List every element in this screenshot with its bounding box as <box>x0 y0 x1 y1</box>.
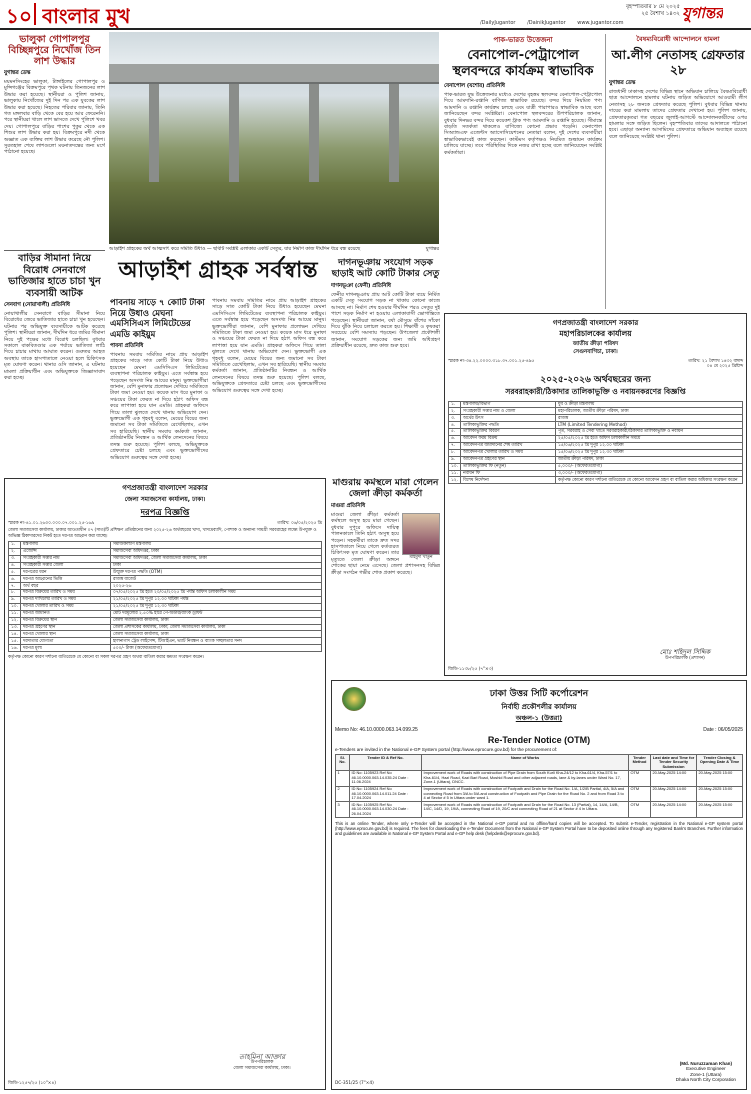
story-5-body-2: পাবনায় সমবায় সমিতির নামে প্রায় আড়াইশ গ্রাহকের সাড়ে সাত কোটি টাকা নিয়ে উধাও হয়েছেন মেঘনা এমসিসিএস লিমিটেডের ব্যবস্থাপনা পরিচালক কাইয়ুম। এতে সর্বস্বান্ত হয়ে পড়েছেন অসংখ্য নিম্ন আয়ের মানুষ। ভুক্তভোগীরা জানান, বেশি মুনাফার প্রলোভন দেখিয়ে সমিতিতে টাকা জমা নেওয়া হয়। কয়েক মাস ধরে মুনাফা ও সঞ্চয়ের টাকা ফেরত না দিয়ে হঠাৎ অফিস বন্ধ করে লাপাত্তা হয়ে যান এমডি। গ্রাহকরা অফিসে গিয়ে তালা ঝুলতে দেখে থানায় অভিযোগ দেন। ভুক্তভোগী এক গৃহবধূ বলেন, মেয়ের বিয়ের জন্য জমানো সব টাকা সমিতিতে রেখেছিলাম, এখন সব হারিয়েছি। স্থানীয় সমবায় কর্মকর্তা জানান, প্রতিষ্ঠানটির নিবন্ধন ও আর্থিক লেনদেনের বিষয়ে তদন্ত শুরু হয়েছে। পুলিশ বলছে, অভিযুক্তকে গ্রেফতারে চেষ্টা চলছে এবং ভুক্তভোগীদের অভিযোগ গুরুত্বের সঙ্গে দেখা হচ্ছে। <box>212 298 326 394</box>
story-5-headline[interactable]: আড়াইশ গ্রাহক সর্বস্বান্ত <box>118 258 318 283</box>
table-row <box>449 422 743 429</box>
table-row <box>9 645 322 652</box>
table-cell: 20-May-2025 14:00 <box>651 786 697 802</box>
table-cell: ৫. <box>9 569 21 576</box>
table-row <box>449 470 743 477</box>
table-cell: উন্মুক্ত দরপত্র পদ্ধতি (OTM) <box>111 569 322 576</box>
table-header: Tender Method <box>629 755 651 771</box>
table-cell: ২৫/০৫/২০২৫ খ্রি হতে অফিস চলাকালীন সময়ে <box>556 436 743 443</box>
table-cell: দরপত্র খোলার তারিখ ও সময় <box>21 603 111 610</box>
table-cell: 20-May-2025 14:00 <box>651 770 697 786</box>
portrait <box>402 513 440 560</box>
divider <box>4 250 105 251</box>
story-6-body: ফেনীর দাগনভূঞায় প্রায় আট কোটি টাকা ব্যয়ে নির্মিত একটি সেতু সংযোগ সড়ক না থাকায় কোনো কাজে আসছে না। নির্মাণ শেষ হওয়ার দীর্ঘদিন পরও সেতুর দুই পাশে সড়ক নির্মাণ না হওয়ায় এলাকাবাসী ভোগান্তিতে পড়েছেন। স্থানীয়রা জানান, বর্ষা মৌসুমে বাঁশের সাঁকো দিয়ে ঝুঁকি নিয়ে চলাচল করতে হয়। শিক্ষার্থী ও কৃষকরা সবচেয়ে বেশি সমস্যায় পড়ছেন। উপজেলা প্রকৌশলী জানান, সংযোগ সড়কের জন্য জমি অধিগ্রহণ প্রক্রিয়াধীন রয়েছে, দ্রুত কাজ শুরু হবে। <box>331 292 440 350</box>
story-3-body: পাক-ভারত যুদ্ধ উত্তেজনার মধ্যেও দেশের বৃহত্তম স্থলবন্দর বেনাপোল-পেট্রাপোল দিয়ে আমদানি-রপ্তানি বাণিজ্য স্বাভাবিক রয়েছে। বন্দর দিয়ে নিয়মিত পণ্য আমদানি ও রপ্তানি কার্যক্রম চলছে এবং যাত্রী পারাপারও স্বাভাবিক আছে বলে জানিয়েছেন বন্দর সংশ্লিষ্টরা। বেনাপোল স্থলবন্দরের উপপরিচালক জানান, বুধবার দিনভর বন্দর দিয়ে কয়েকশ ট্রাক পণ্য আমদানি ও রপ্তানি হয়েছে। সীমান্তে বাড়তি সতর্কতা থাকলেও বাণিজ্যে কোনো প্রভাব পড়েনি। বেনাপোল সিঅ্যান্ডএফ এজেন্টস অ্যাসোসিয়েশনের নেতারা বলেন, দুই দেশের ব্যবসায়ীরা স্বাভাবিকভাবেই কাজ করছেন। কাস্টমস কর্তৃপক্ষও নিয়মিত শুল্কায়ন কার্যক্রম চালিয়ে যাচ্ছে। তবে পরিস্থিতির দিকে নজর রাখা হচ্ছে বলে জানিয়েছেন সংশ্লিষ্ট কর্মকর্তারা। <box>444 92 602 156</box>
table-cell: এজেন্সি <box>21 548 111 555</box>
bridge-pillar <box>229 84 239 194</box>
table-cell: ৮. <box>9 590 21 597</box>
table-cell: ID No: 1105924 Ref No 46.10.0000.063.14.011.24 Date : 17.04.2024 <box>350 786 422 802</box>
notice-sub2: সেগুনবাগিচা, ঢাকা। <box>573 349 618 355</box>
table-row <box>449 429 743 436</box>
twitter-link[interactable]: /DainikJugantor <box>527 20 566 26</box>
table-cell: Improvement work of Roads with construction of Footpath and Drain for the Road No. 13 (Partial), 14, 14/A, 14/B, 14/C, 14/D, 19, 19/A, connecting Road of 19, 20/C and connecting Road of 21 at Sector # 4 in Uttara. <box>422 802 629 818</box>
table-cell: ২০২৫-২৬ <box>111 583 322 590</box>
notice-office: জেলা সমাজসেবা কার্যালয়, ঢাকা। <box>124 496 206 503</box>
table-cell: অর্থ বছর <box>21 583 111 590</box>
dncc-emblem-icon <box>342 687 366 711</box>
table-cell: LTM (Limited Tendering Method) <box>556 422 743 429</box>
table-row <box>449 436 743 443</box>
table-cell: ১৪. <box>9 631 21 638</box>
tender-footer: This is an online Tender, where only e-Tender will be accepted in the National e-GP portal and no offline/hard copies will be accepted. To submit e-Tender, registration in the National e-GP system portal (http://www.eprocure.gov.bd) is required. The fees for downloading the e-Tender Document from the National e-GP System Portal have to be deposited online through any registered Bank's Branches. Further information and guidelines are available in National e-GP System Portal and e-GP help desk (helpdesk@eprocure.gov.bd). <box>335 821 743 837</box>
story-7-headline[interactable]: মাগুরায় কর্মস্থলে মারা গেলেন জেলা ক্রীড়া কর্মকর্তা <box>332 478 439 499</box>
table-cell: সমাজসেবা অধিদপ্তর, জেলা সমাজসেবা কার্যালয়, ঢাকা <box>111 555 322 562</box>
table-cell: সমাজকল্যাণ মন্ত্রণালয় <box>111 541 322 548</box>
notice-code: DC-351/25 (7"×4) <box>335 1080 374 1086</box>
table-cell: কর্তৃপক্ষ কোনো কারণ দর্শানো ব্যতিরেকে যে কোনো আবেদন গ্রহণ বা বাতিল করার অধিকার সংরক্ষণ করেন <box>556 477 743 484</box>
table-row <box>449 415 743 422</box>
story-6 <box>331 258 440 474</box>
table-cell: OTM <box>629 770 651 786</box>
table-cell: 20-May-2025 15:00 <box>697 770 743 786</box>
story-5-right <box>212 298 326 474</box>
story-4-kicker: বৈষম্যবিরোধী আন্দোলনে হামলা <box>636 35 720 43</box>
issue-date: বৃহস্পতিবার ৮ মে ২০২৫ ২৫ বৈশাখ ১৪৩২ <box>625 4 680 17</box>
bridge-photo <box>109 32 439 244</box>
story-3-kicker: পাক-ভারত উত্তেজনা <box>493 36 553 44</box>
table-cell: জেলা সমাজসেবা কার্যালয়, ঢাকা <box>111 631 322 638</box>
table-row <box>9 590 322 597</box>
table-cell: Improvement work of Roads with construction of Footpath and Drain for the Road No. 1/A, 1/2/B Partial, 4/A, 5/A and connecting Road from 3/A to 5/A and construction of Footpath and Pipe Drain for the Road No. 2 and from Road 3 to 4 at Sector # 5 in Uttara under ward 1. <box>422 786 629 802</box>
table-cell: Improvement work of Roads with construction of Pipe Drain from South Kurli Kha-24/12 to Kha-61/4, Kha-57/1 to Kha-61/4, Hazi Road, Kazi Bari Road, Moshid Road and other adjacent roads, lane & by-lanes under Ward No. 17, Zone-1 (Uttara), DNCC. <box>422 770 629 786</box>
table-cell: 3 <box>336 802 350 818</box>
notice-signature: মোঃ শহিদুল সিদ্দিক উপপরিচালক (প্রশাসন) <box>630 650 740 661</box>
table-cell: সমাজসেবা অধিদপ্তর, ঢাকা <box>111 548 322 555</box>
story-2-byline: সেনবাগ (নোয়াখালী) প্রতিনিধি <box>4 302 70 308</box>
table-row <box>9 610 322 617</box>
table-cell: ২. <box>9 548 21 555</box>
notice-code: জিডি-১২৫৭/২৫ (১০"×৪) <box>8 1080 56 1086</box>
signature-mark: তাহমিনা আক্তার <box>238 1053 286 1062</box>
table-cell: ১২. <box>9 617 21 624</box>
table-cell: সংগ্রহকারী সত্তার জেলা <box>21 562 111 569</box>
table-cell: ৪. <box>9 562 21 569</box>
table-row <box>449 463 743 470</box>
table-header: Sl. No. <box>336 755 350 771</box>
story-4-body: রাজধানী ঢাকাসহ দেশের বিভিন্ন স্থানে অভিযান চালিয়ে বৈষম্যবিরোধী ছাত্র আন্দোলনে হামলার ঘটনায় জড়িত অভিযোগে আওয়ামী লীগ নেতাসহ ২৮ জনকে গ্রেফতার করেছে পুলিশ। বুধবার বিভিন্ন থানায় দায়ের করা মামলায় তাদের গ্রেফতার দেখানো হয়। পুলিশ জানায়, গ্রেফতারকৃতরা গত বছরের জুলাই-আগস্টে আন্দোলনকারীদের ওপর হামলার সঙ্গে জড়িত ছিলেন। বৃহস্পতিবার তাদের আদালতে পাঠানো হবে। এছাড়া অন্যান্য আসামিদের গ্রেফতারে অভিযান অব্যাহত রয়েছে বলে জানিয়েছে সংশ্লিষ্ট থানা পুলিশ। <box>609 89 747 140</box>
table-header: Last date and Time for Tender Security Submission <box>651 755 697 771</box>
story-4 <box>609 34 747 309</box>
notice-code: জিডি-১১৩৮/২৫ (৭"×৩) <box>448 666 494 672</box>
table-cell: ৯. <box>9 597 21 604</box>
bridge-deck <box>109 64 439 84</box>
story-5-body-1: পাবনায় সমবায় সমিতির নামে প্রায় আড়াইশ গ্রাহকের সাড়ে সাত কোটি টাকা নিয়ে উধাও হয়েছেন মেঘনা এমসিসিএস লিমিটেডের ব্যবস্থাপনা পরিচালক কাইয়ুম। এতে সর্বস্বান্ত হয়ে পড়েছেন অসংখ্য নিম্ন আয়ের মানুষ। ভুক্তভোগীরা জানান, বেশি মুনাফার প্রলোভন দেখিয়ে সমিতিতে টাকা জমা নেওয়া হয়। কয়েক মাস ধরে মুনাফা ও সঞ্চয়ের টাকা ফেরত না দিয়ে হঠাৎ অফিস বন্ধ করে লাপাত্তা হয়ে যান এমডি। গ্রাহকরা অফিসে গিয়ে তালা ঝুলতে দেখে থানায় অভিযোগ দেন। ভুক্তভোগী এক গৃহবধূ বলেন, মেয়ের বিয়ের জন্য জমানো সব টাকা সমিতিতে রেখেছিলাম, এখন সব হারিয়েছি। স্থানীয় সমবায় কর্মকর্তা জানান, প্রতিষ্ঠানটির নিবন্ধন ও আর্থিক লেনদেনের বিষয়ে তদন্ত শুরু হয়েছে। পুলিশ বলছে, অভিযুক্তকে গ্রেফতারে চেষ্টা চলছে এবং ভুক্তভোগীদের অভিযোগ গুরুত্বের সঙ্গে দেখা হচ্ছে। <box>110 352 208 461</box>
table-cell: ২১/০৫/২০২৫ খ্রি দুপুর ১২.৩০ ঘটিকা <box>111 603 322 610</box>
table-row <box>9 597 322 604</box>
table-cell: দরপত্র গ্রহণের স্থান <box>21 624 111 631</box>
table-cell: ১. <box>9 541 21 548</box>
story-7-body: মাগুরা জেলা ক্রীড়া কর্মকর্তা কর্মস্থলে অসুস্থ হয়ে মারা গেছেন। বুধবার দুপুরে অফিসে দায়িত্ব পালনকালে তিনি হঠাৎ অসুস্থ হয়ে পড়েন। সহকর্মীরা তাকে দ্রুত সদর হাসপাতালে নিয়ে গেলে কর্তব্যরত চিকিৎসক মৃত ঘোষণা করেন। তার মৃত্যুতে জেলা ক্রীড়া অঙ্গনে শোকের ছায়া নেমে এসেছে। জেলা প্রশাসনসহ বিভিন্ন ক্রীড়া সংগঠন গভীর শোক প্রকাশ করেছে। <box>331 512 440 576</box>
notice-memo-line: স্মারক নং-৩৪.২২.০০০০.৩১৮.৩৭.০০১.২৫-৪৯৫ তারিখ: ২১ বৈশাখ ১৪৩২ বঙ্গাব্দ ০৪ মে ২০২৫ খ্রিষ্টাব্দ <box>448 359 743 370</box>
table-cell: ৬. <box>9 576 21 583</box>
page-number: ১০ <box>6 4 32 28</box>
notice-memo-line: স্মারক নং-৪১.০১.২৬০০.০০০.০৭.০০১.২৫-১৬৯ তারিখ: ০৬/০৫/২০২৫ খ্রি <box>8 521 322 526</box>
table-cell: ২. <box>449 408 461 415</box>
table-cell: ১০. <box>9 603 21 610</box>
table-cell: আবেদনপত্র জমাদানের শেষ তারিখ <box>461 442 556 449</box>
table-cell: ১৬. <box>9 645 21 652</box>
table-cell: ৭. <box>9 583 21 590</box>
portrait-photo <box>402 513 440 555</box>
table-row <box>9 603 322 610</box>
story-2-body: নোয়াখালীর সেনবাগে বাড়ির সীমানা নিয়ে বিরোধের জেরে ভাতিজার হাতে চাচা খুন হয়েছেন। ঘটনার পর অভিযুক্ত ব্যবসায়ীকে আটক করেছে পুলিশ। স্থানীয়রা জানান, দীর্ঘদিন ধরে জমির সীমানা নিয়ে দুই পক্ষের মধ্যে বিরোধ চলছিল। বুধবার সকালে বাকবিতণ্ডার এক পর্যায়ে ভাতিজা লাঠি দিয়ে চাচার মাথায় আঘাত করেন। গুরুতর আহত অবস্থায় তাকে হাসপাতালে নেওয়া হলে চিকিৎসক মৃত ঘোষণা করেন। থানার ওসি জানান, এ ঘটনায় মামলা প্রক্রিয়াধীন এবং অভিযুক্তকে জিজ্ঞাসাবাদ করা হচ্ছে। <box>4 311 105 382</box>
story-3-headline[interactable]: বেনাপোল-পেট্রাপোল স্থলবন্দরে কার্যক্রম স্বাভাবিক <box>452 48 594 79</box>
table-cell: মন্ত্রণালয় <box>21 541 111 548</box>
table-row <box>9 617 322 624</box>
website-link[interactable]: www.jugantor.com <box>577 20 624 26</box>
story-1 <box>4 34 105 248</box>
facebook-link[interactable]: /DailyJugantor <box>480 20 516 26</box>
story-3-byline: বেনাপোল (যশোর) প্রতিনিধি <box>444 83 505 89</box>
notice-social-service <box>4 478 326 1090</box>
notice-title: সরবরাহকারী/ঠিকাদার তালিকাভুক্তি ও নবায়নকরণের বিজ্ঞপ্তি <box>505 386 686 396</box>
notice-gov: গণপ্রজাতন্ত্রী বাংলাদেশ সরকার <box>122 484 208 492</box>
table-cell: জেলা প্রশাসকের কার্যালয়, ঢাকা; জেলা সমাজসেবা কার্যালয়, ঢাকা <box>111 624 322 631</box>
table-cell: আবেদন ফরম বিক্রয় <box>461 436 556 443</box>
ground <box>109 182 439 244</box>
sky <box>109 32 439 64</box>
bridge-pillar <box>389 84 399 194</box>
table-cell: আবেদনপত্র গ্রহণের স্থান <box>461 456 556 463</box>
table-cell: সংগ্রহকারী সত্তার নাম <box>21 555 111 562</box>
table-cell: তালিকাভুক্তির বিবরণ <box>461 429 556 436</box>
bridge-pillar <box>149 84 159 194</box>
story-4-byline: যুগান্তর ডেস্ক <box>609 80 636 86</box>
tender-table <box>335 754 743 818</box>
table-cell: দরপত্র জামানত <box>21 610 111 617</box>
story-5-headline-box <box>110 256 326 296</box>
table-row <box>9 541 322 548</box>
table-row <box>336 786 743 802</box>
table-cell: তালিকাভুক্তির পদ্ধতি <box>461 422 556 429</box>
table-cell: ID No: 1105925 Ref No 46.10.0000.063.14.030.24 Date : 26.04.2024 <box>350 802 422 818</box>
signature-mark: মোঃ শহিদুল সিদ্দিক <box>659 648 711 657</box>
table-cell: ২১/০৫/২০২৫ খ্রি দুপুর ১২.০০ ঘটিকা পর্যন্ত <box>111 597 322 604</box>
story-7-byline: মাগুরা প্রতিনিধি <box>331 503 366 509</box>
table-cell: রাজস্ব <box>556 415 743 422</box>
table-cell: মহাপরিচালক, জাতীয় ক্রীড়া পরিষদ, ঢাকা <box>556 408 743 415</box>
table-cell: 20-May-2025 15:00 <box>697 802 743 818</box>
table-cell: যুব ও ক্রীড়া মন্ত্রণালয় <box>556 401 743 408</box>
table-header: Tender ID & Ref No. <box>350 755 422 771</box>
story-1-headline[interactable]: ভালুকা গোপালপুর বিচ্ছিন্নপুরে নিখোঁজ তিন লাশ উদ্ধার <box>8 34 101 67</box>
table-cell: অর্থের উৎস <box>461 415 556 422</box>
photo-caption: আড়াইশ গ্রাহকের অর্থ আত্মসাৎ করে সমিতি উধাও — ছবিটি সংশ্লিষ্ট এলাকার একটি সেতুর, যার নির্মাণ কাজ দীর্ঘদিন ধরে বন্ধ রয়েছে যুগান্তর <box>109 247 439 252</box>
table-row <box>9 555 322 562</box>
table-row <box>336 802 743 818</box>
masthead <box>0 0 751 30</box>
table-cell: ১০. <box>449 463 461 470</box>
table-cell: দরদাতার যোগ্যতা <box>21 638 111 645</box>
table-row <box>449 401 743 408</box>
table-cell: ১১. <box>449 470 461 477</box>
notice-sub1: জাতীয় ক্রীড়া পরিষদ <box>572 341 619 347</box>
column-rule <box>605 34 606 309</box>
bridge-pillar <box>309 84 319 194</box>
table-row <box>9 576 322 583</box>
table-cell: ১২. <box>449 477 461 484</box>
table-cell: ১৫/০৬/২০২৫ খ্রি দুপুর ১২.০০ ঘটিকা <box>556 442 743 449</box>
table-cell: দরপত্র মূল্য <box>21 645 111 652</box>
photo-credit: যুগান্তর <box>425 247 439 252</box>
tender-office: নির্বাহী প্রকৌশলীর কার্যালয় <box>501 703 577 711</box>
masthead-divider <box>34 3 36 25</box>
story-1-body: ময়মনসিংহের ভালুকা, টাঙ্গাইলের গোপালপুর ও মুন্সিগঞ্জের বিক্রমপুরে পৃথক ঘটনায় তিনজনের লাশ উদ্ধার করা হয়েছে। স্থানীয়রা ও পুলিশ জানায়, ভালুকায় নিখোঁজের দুই দিন পর এক যুবকের লাশ উদ্ধার করা হয়েছে। নিহতের পরিবার জানায়, তিনি গত মঙ্গলবার বাড়ি থেকে বের হয়ে আর ফেরেননি। পরে স্থানীয়রা খালে লাশ ভাসতে দেখে পুলিশে খবর দেয়। গোপালপুরে বাড়ির পাশের পুকুর থেকে এক শিশুর লাশ উদ্ধার করা হয়। বিক্রমপুরে নদী থেকে অজ্ঞাত এক ব্যক্তির লাশ উদ্ধার করেছে নৌ পুলিশ। সুরতহাল শেষে লাশগুলো ময়নাতদন্তের জন্য মর্গে পাঠানো হয়েছে। <box>4 79 105 156</box>
table-cell: আবেদনপত্র খোলার তারিখ ও সময় <box>461 449 556 456</box>
table-cell: ৫০০/- টাকা (অফেরতযোগ্য) <box>111 645 322 652</box>
notice-table <box>8 541 322 652</box>
table-cell: ৩. <box>449 415 461 422</box>
table-row <box>9 583 322 590</box>
tender-zone: অঞ্চল-১ (উত্তরা) <box>515 714 563 722</box>
notice-signature: তাহমিনা আক্তার উপপরিচালক জেলা সমাজসেবা কার্যালয়, ঢাকা। <box>207 1055 317 1071</box>
story-6-headline[interactable]: দাগনভূঞায় সংযোগ সড়ক ছাড়াই আট কোটি টাকার সেতু <box>331 258 440 279</box>
tender-org: ঢাকা উত্তর সিটি কর্পোরেশন <box>489 689 589 699</box>
table-cell: জাতীয় ক্রীড়া পরিষদ, ঢাকা <box>556 456 743 463</box>
table-row <box>449 456 743 463</box>
table-cell: 20-May-2025 14:00 <box>651 802 697 818</box>
story-1-byline: যুগান্তর ডেস্ক <box>4 70 31 76</box>
story-5-subheadline: পাবনায় সাড়ে ৭ কোটি টাকা নিয়ে উধাও মেঘনা এমসিসিএস লিমিটেডের এমডি কাইয়ুম <box>110 298 205 340</box>
table-cell: দরপত্র বিক্রয়ের তারিখ ও সময় <box>21 590 111 597</box>
tender-memo-line: Memo No: 46.10.0000.063.14.099.25 Date : 06/05/2025 <box>335 727 743 733</box>
table-row <box>9 562 322 569</box>
table-row <box>9 569 322 576</box>
table-cell: পূর্ত, সরবরাহ ও সেবা খাতে সরবরাহকারী/ঠিকাদার তালিকাভুক্তি ও নবায়ন <box>556 429 743 436</box>
table-row <box>9 548 322 555</box>
table-cell: দরপত্র খোলার স্থান <box>21 631 111 638</box>
notice-fy-title: ২০২৫-২০২৬ অর্থবছরের জন্য <box>540 374 651 385</box>
section-title: বাংলার মুখ <box>42 4 131 28</box>
table-cell: ১৫/০৬/২০২৫ খ্রি দুপুর ১২.৩০ ঘটিকা <box>556 449 743 456</box>
table-cell: দরপত্র আহ্বানের ভিত্তি <box>21 576 111 583</box>
table-cell: 20-May-2025 15:00 <box>697 786 743 802</box>
table-cell: ৭. <box>449 442 461 449</box>
table-row <box>9 624 322 631</box>
table-cell: নবায়ন ফি <box>461 470 556 477</box>
notice-dncc-tender <box>331 680 747 1090</box>
portrait-caption: মাহমুদা খাতুন <box>409 555 433 560</box>
notice-footer-note: কর্তৃপক্ষ কোনো কারণ দর্শানো ব্যতিরেকে যে কোনো বা সকল দরপত্র গ্রহণ অথবা বাতিল করার ক্ষমতা সংরক্ষণ করেন। <box>8 655 205 661</box>
table-cell: ID No: 1105923 Ref No 46.10.0000.063.14.035.24 Date : 11.06.2024 <box>350 770 422 786</box>
table-cell: 1 <box>336 770 350 786</box>
story-4-headline[interactable]: আ.লীগ নেতাসহ গ্রেফতার ২৮ <box>611 47 745 77</box>
table-cell: তালিকাভুক্তির ফি (নতুন) <box>461 463 556 470</box>
table-cell: দরপত্র দাখিলের তারিখ ও সময় <box>21 597 111 604</box>
story-2 <box>4 253 105 471</box>
notice-table <box>448 401 743 485</box>
story-2-headline[interactable]: বাড়ির সীমানা নিয়ে বিরোধ সেনবাগে ভাতিজার হাতে চাচা খুন ব্যবসায়ী আটক <box>8 253 101 299</box>
table-cell: ১৫. <box>9 638 21 645</box>
newspaper-logo: যুগান্তর <box>682 4 724 22</box>
table-cell: 2 <box>336 786 350 802</box>
table-cell: বিশেষ নির্দেশনা <box>461 477 556 484</box>
table-row <box>9 638 322 645</box>
table-cell: রাজস্ব বাজেট <box>111 576 322 583</box>
story-6-byline: দাগনভূঞা (ফেনী) প্রতিনিধি <box>331 283 391 289</box>
table-cell: মোট দরমূল্যের ২.৫০% হারে পে-অর্ডার/ব্যাংক ড্রাফট <box>111 610 322 617</box>
story-3 <box>444 34 602 309</box>
table-row <box>449 477 743 484</box>
table-cell: OTM <box>629 802 651 818</box>
table-cell: ৫. <box>449 429 461 436</box>
table-cell: ৬. <box>449 436 461 443</box>
table-cell: হালনাগাদ ট্রেড লাইসেন্স, টিআইএন, ভ্যাট নিবন্ধন ও ব্যাংক সচ্ছলতার সনদ <box>111 638 322 645</box>
table-cell: সংগ্রহকারী সত্তার নাম ও জেলা <box>461 408 556 415</box>
table-header: Name of Works <box>422 755 629 771</box>
table-cell: দরপত্র বিক্রয়ের স্থান <box>21 617 111 624</box>
notice-sports-council <box>444 313 747 676</box>
notice-office: মহাপরিচালকের কার্যালয় <box>559 329 632 338</box>
table-row <box>449 449 743 456</box>
table-row <box>449 442 743 449</box>
table-row <box>449 408 743 415</box>
tender-signature: (Md. Nuruzzaman Khan) Executive Engineer Zone-1 (Uttara) Dhaka North City Corporation <box>675 1060 736 1083</box>
story-7 <box>331 478 440 676</box>
table-cell: ৮. <box>449 449 461 456</box>
story-5-left <box>110 298 208 474</box>
notice-title: দরপত্র বিজ্ঞপ্তি <box>140 508 190 518</box>
table-cell: ৯. <box>449 456 461 463</box>
table-cell: মন্ত্রণালয়/বিভাগ <box>461 401 556 408</box>
table-cell: ৪. <box>449 422 461 429</box>
story-5-byline: পাবনা প্রতিনিধি <box>110 343 144 349</box>
table-cell: ১৩. <box>9 624 21 631</box>
notice-gov: গণপ্রজাতন্ত্রী বাংলাদেশ সরকার <box>552 319 639 327</box>
table-cell: ঢাকা <box>111 562 322 569</box>
table-header: Tender Closing & Opening Date & Time <box>697 755 743 771</box>
table-row <box>336 770 743 786</box>
table-row <box>9 631 322 638</box>
table-cell: জেলা সমাজসেবা কার্যালয়, ঢাকা <box>111 617 322 624</box>
table-cell: ১১. <box>9 610 21 617</box>
table-cell: ১. <box>449 401 461 408</box>
table-cell: দরপত্রের ধরন <box>21 569 111 576</box>
tender-intro: e-Tenders are invited in the National e-GP System portal (http://www.eprocure.gov.bd) for the procurement of: <box>335 747 558 752</box>
table-cell: ০৭/০৫/২০২৫ খ্রি হতে ২০/০৫/২০২৫ খ্রি পর্যন্ত অফিস চলাকালীন সময় <box>111 590 322 597</box>
table-cell: ৫,০০০/- (অফেরতযোগ্য) <box>556 463 743 470</box>
table-cell: OTM <box>629 786 651 802</box>
table-cell: ৩,০০০/- (অফেরতযোগ্য) <box>556 470 743 477</box>
notice-intro: জেলা সমাজসেবা কার্যালয়, ঢাকার আওতাধীন ০৭ (সাত)টি প্রশিক্ষণ প্রতিষ্ঠানের জন্য ২০২৫-২৬ অর্থবছরের খাদ্য, খাদ্যদ্রব্যাদি, পোশাক ও অন্যান্য সামগ্রী সরবরাহের লক্ষ্যে উপযুক্ত ও অভিজ্ঞ ঠিকাদারদের নিকট হতে দরপত্র আহ্বান করা যাচ্ছে। <box>8 528 317 539</box>
tender-title: Re-Tender Notice (OTM) <box>487 735 591 745</box>
table-cell: ৩. <box>9 555 21 562</box>
